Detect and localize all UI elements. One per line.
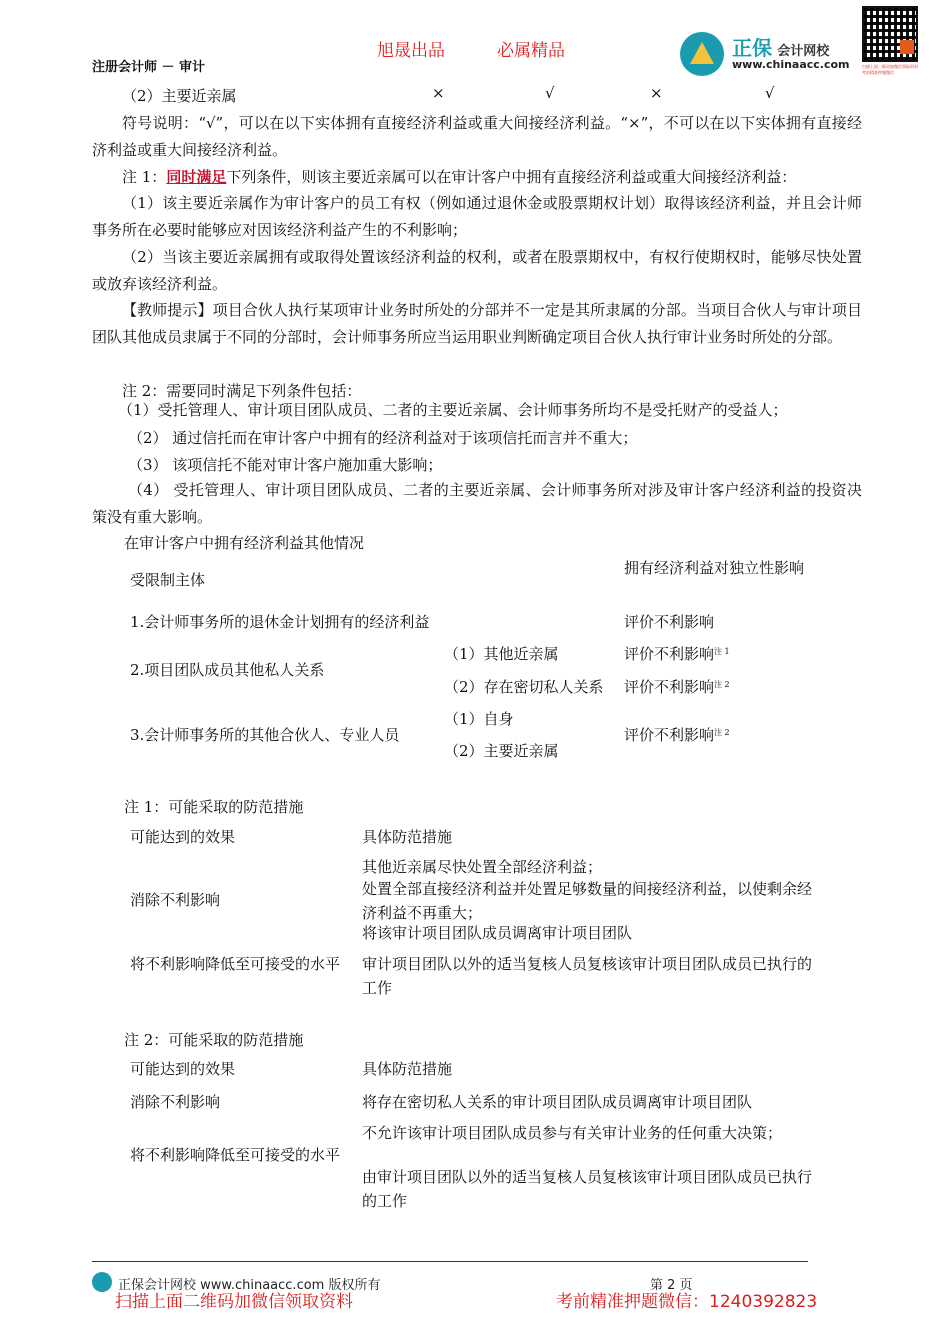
slogan-right: 必属精品: [497, 41, 565, 61]
table3-r2-m2: 由审计项目团队以外的适当复核人员复核该审计项目团队成员已执行的工作: [362, 1168, 813, 1210]
qr-code-icon: [862, 6, 918, 62]
note2-item3: （3） 该项信托不能对审计客户施加重大影响；: [128, 456, 443, 474]
footer-copyright: 正保会计网校 www.chinaacc.com 版权所有: [118, 1278, 381, 1293]
footer-promo-left: 扫描上面二维码加微信领取资料: [115, 1292, 353, 1312]
table1-r3-impact: 评价不利影响$^{注 2}$: [624, 726, 730, 744]
logo-emblem-icon: [680, 32, 724, 76]
table3-title: 注 2：可能采取的防范措施: [124, 1031, 304, 1049]
note2-item1: （1）受托管理人、审计项目团队成员、二者的主要近亲属、会计师事务所均不是受托财产的受益人；: [118, 401, 788, 419]
table2-r2-effect: 将不利影响降低至可接受的水平: [130, 955, 341, 973]
table1-r2-subject: 2.项目团队成员其他私人关系: [130, 661, 325, 679]
table3-header-effect: 可能达到的效果: [130, 1060, 236, 1078]
logo-url: www.chinaacc.com: [732, 58, 850, 71]
top-row-label: （2）主要近亲属: [122, 87, 237, 105]
table1-header-impact: 拥有经济利益对独立性影响: [624, 559, 805, 577]
other-cases-title: 在审计客户中拥有经济利益其他情况: [124, 534, 365, 552]
table2-header-effect: 可能达到的效果: [130, 828, 236, 846]
table2-title: 注 1：可能采取的防范措施: [124, 798, 304, 816]
table1-r2-impact1: 评价不利影响$^{注 1}$: [624, 645, 730, 663]
table2-r2-m1: 审计项目团队以外的适当复核人员复核该审计项目团队成员已执行的工作: [362, 955, 813, 997]
table2-header-measure: 具体防范措施: [362, 828, 453, 846]
footer-page-number: 第 2 页: [650, 1278, 693, 1293]
table1-r1-impact: 评价不利影响: [624, 613, 715, 631]
table3-header-measure: 具体防范措施: [362, 1060, 453, 1078]
footnote-ref: 注 2: [714, 680, 730, 689]
footer-logo-icon: [92, 1272, 112, 1292]
table2-r1-m1: 其他近亲属尽快处置全部经济利益；: [362, 858, 603, 876]
chinaacc-logo: [680, 30, 855, 80]
note1-item1: （1）该主要近亲属作为审计客户的员工有权（例如通过退休金或股票期权计划）取得该经济利益，并且会计师事务所在必要时能够应对因该经济利益产生的不利影响；: [92, 194, 862, 239]
teacher-tip: 【教师提示】项目合伙人执行某项审计业务时所处的分部并不一定是其所隶属的分部。当项目合伙人与审计项目团队其他成员隶属于不同的分部时，会计师事务所应当运用职业判断确定项目合伙人执行审计业务时所处的分部。: [92, 301, 862, 346]
logo-name: 正保: [732, 36, 772, 60]
table1-r2-sub1: （1）其他近亲属: [444, 645, 559, 663]
table2-r1-m2: 处置全部直接经济利益并处置足够数量的间接经济利益，以使剩余经济利益不再重大；: [362, 880, 813, 922]
table3-r1-m1: 将存在密切私人关系的审计项目团队成员调离审计项目团队: [362, 1093, 753, 1111]
table2-r1-m3: 将该审计项目团队成员调离审计项目团队: [362, 924, 633, 942]
footer-promo-right: 考前精准押题微信：1240392823: [556, 1292, 818, 1312]
top-row-mark: ×: [432, 84, 445, 102]
table1-r2-sub2: （2）存在密切私人关系: [444, 678, 604, 696]
top-row-mark: ×: [650, 84, 663, 102]
note1-intro: 注 1：同时满足下列条件，则该主要近亲属可以在审计客户中拥有直接经济利益或重大间接经济利益：: [122, 168, 797, 186]
table3-r1-effect: 消除不利影响: [130, 1093, 221, 1111]
slogan-left: 旭晟出品: [377, 41, 445, 61]
note2-item2: （2） 通过信托而在审计客户中拥有的经济利益对于该项信托而言并不重大；: [128, 429, 638, 447]
note2-item4: （4） 受托管理人、审计项目团队成员、二者的主要近亲属、会计师事务所对涉及审计客户经济利益的投资决策没有重大影响。: [92, 481, 862, 526]
top-row-mark: √: [545, 84, 555, 102]
table1-r1-subject: 1.会计师事务所的退休金计划拥有的经济利益: [130, 613, 430, 631]
top-row-mark: √: [765, 84, 775, 102]
subject-header: 注册会计师 － 审计: [92, 60, 206, 75]
table1-header-subject: 受限制主体: [130, 571, 206, 589]
qr-code: [862, 6, 918, 88]
note1-item2: （2）当该主要近亲属拥有或取得处置该经济利益的权利，或者在股票期权中，有权行使期权时，能够尽快处置或放弃该经济利益。: [92, 248, 862, 293]
table1-r3-sub2: （2）主要近亲属: [444, 742, 559, 760]
table1-r2-impact2: 评价不利影响$^{注 2}$: [624, 678, 730, 696]
qr-caption: 扫描上面二维码加微信领取资料 考前精准押题微信: [862, 64, 918, 75]
footer-divider: [92, 1261, 808, 1262]
table1-r3-sub1: （1）自身: [444, 710, 514, 728]
table3-r2-m1: 不允许该审计项目团队成员参与有关审计业务的任何重大决策；: [362, 1124, 783, 1142]
table2-r1-effect: 消除不利影响: [130, 891, 221, 909]
symbol-note: 符号说明：“√”，可以在以下实体拥有直接经济利益或重大间接经济利益。“×”，不可以在以下实体拥有直接经济利益或重大间接经济利益。: [92, 114, 862, 159]
note2-intro: 注 2：需要同时满足下列条件包括：: [122, 382, 362, 400]
footnote-ref: 注 1: [714, 647, 730, 656]
logo-name-small: 会计网校: [777, 44, 830, 59]
footnote-ref: 注 2: [714, 728, 730, 737]
note1-highlight: 同时满足: [166, 168, 227, 186]
table1-r3-subject: 3.会计师事务所的其他合伙人、专业人员: [130, 726, 400, 744]
table3-r2-effect: 将不利影响降低至可接受的水平: [130, 1146, 341, 1164]
